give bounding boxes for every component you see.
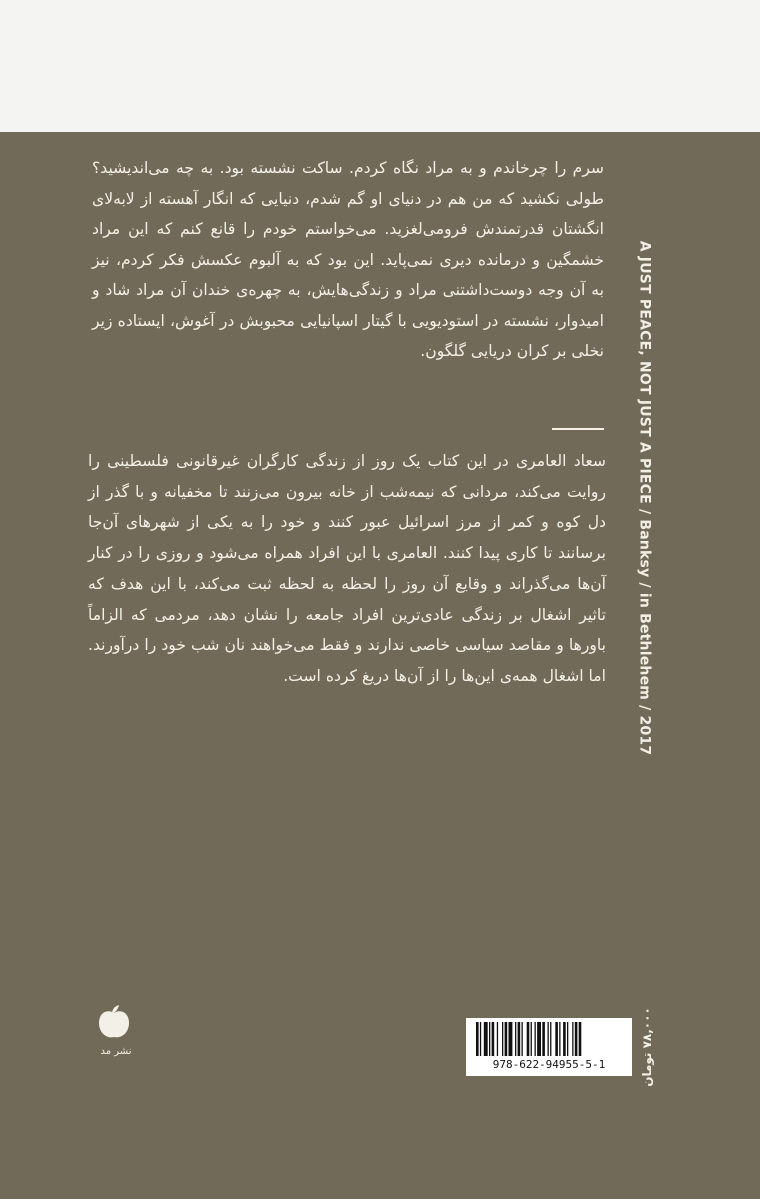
publisher-name: نشر مد <box>100 1046 132 1057</box>
apple-logo-icon <box>94 1002 134 1042</box>
price-label <box>636 1007 658 1087</box>
blurb-summary: سعاد العامری در این کتاب یک روز از زندگی کارگران غیرقانونی فلسطینی را روایت می‌کند، مردانی که نیمه‌شب از خانه بیرون می‌زنند تا مخفیانه و با گذر از دل کوه و کمر از مرز اسرائیل عبور کنند و خود را به یکی از شهرهای آن‌جا برسانند تا کاری پیدا کنند. العامری با این افراد همراه می‌شود و روزی را در کنار آن‌ها می‌گذراند و وقایع آن روز را لحظه به لحظه ثبت می‌کند، با این هدف که تاثیر اشغال بر زندگی عادی‌ترین افراد جامعه را نشان دهد، مردمی که الزاماً باورها و مقاصد سیاسی خاصی ندارند و فقط می‌خواهند نان شب خود را درآورند. اما اشغال همه‌ی این‌ها را از آن‌ها دریغ کرده است. <box>88 452 606 685</box>
isbn-number: 978-622-94955-5-1 <box>492 1058 606 1071</box>
barcode <box>466 1018 632 1076</box>
spine-title: A JUST PEACE, NOT JUST A PIECE / Banksy / in Bethlehem / 2017 <box>636 240 653 756</box>
section-divider <box>552 428 604 430</box>
barcode-bars <box>476 1022 622 1056</box>
price-text: ۷۸,۰۰۰ تومان <box>640 1007 655 1087</box>
spine-strip <box>630 148 658 848</box>
blurb-excerpt: سرم را چرخاندم و به مراد نگاه کردم. ساکت نشسته بود. به چه می‌اندیشید؟ طولی نکشید که من هم در دنیای او گم شدم، دنیایی که انگار آهسته از لابه‌لای انگشتان قدرتمندش فرومی‌لغزید. می‌خواستم خودم را قانع کنم که این مراد خشمگین و درمانده دیری نمی‌پاید. این بود که به آلبوم عکسش فکر کردم، نیز به آن وجه دوست‌داشتنی مراد و زندگی‌هایش، به چهره‌ی خندان آن مراد شاد و امیدوار، نشسته در استودیویی با گیتار اسپانیایی محبوبش در آغوش، ایستاده زیر نخلی بر کران دریایی گلگون. <box>92 159 604 360</box>
